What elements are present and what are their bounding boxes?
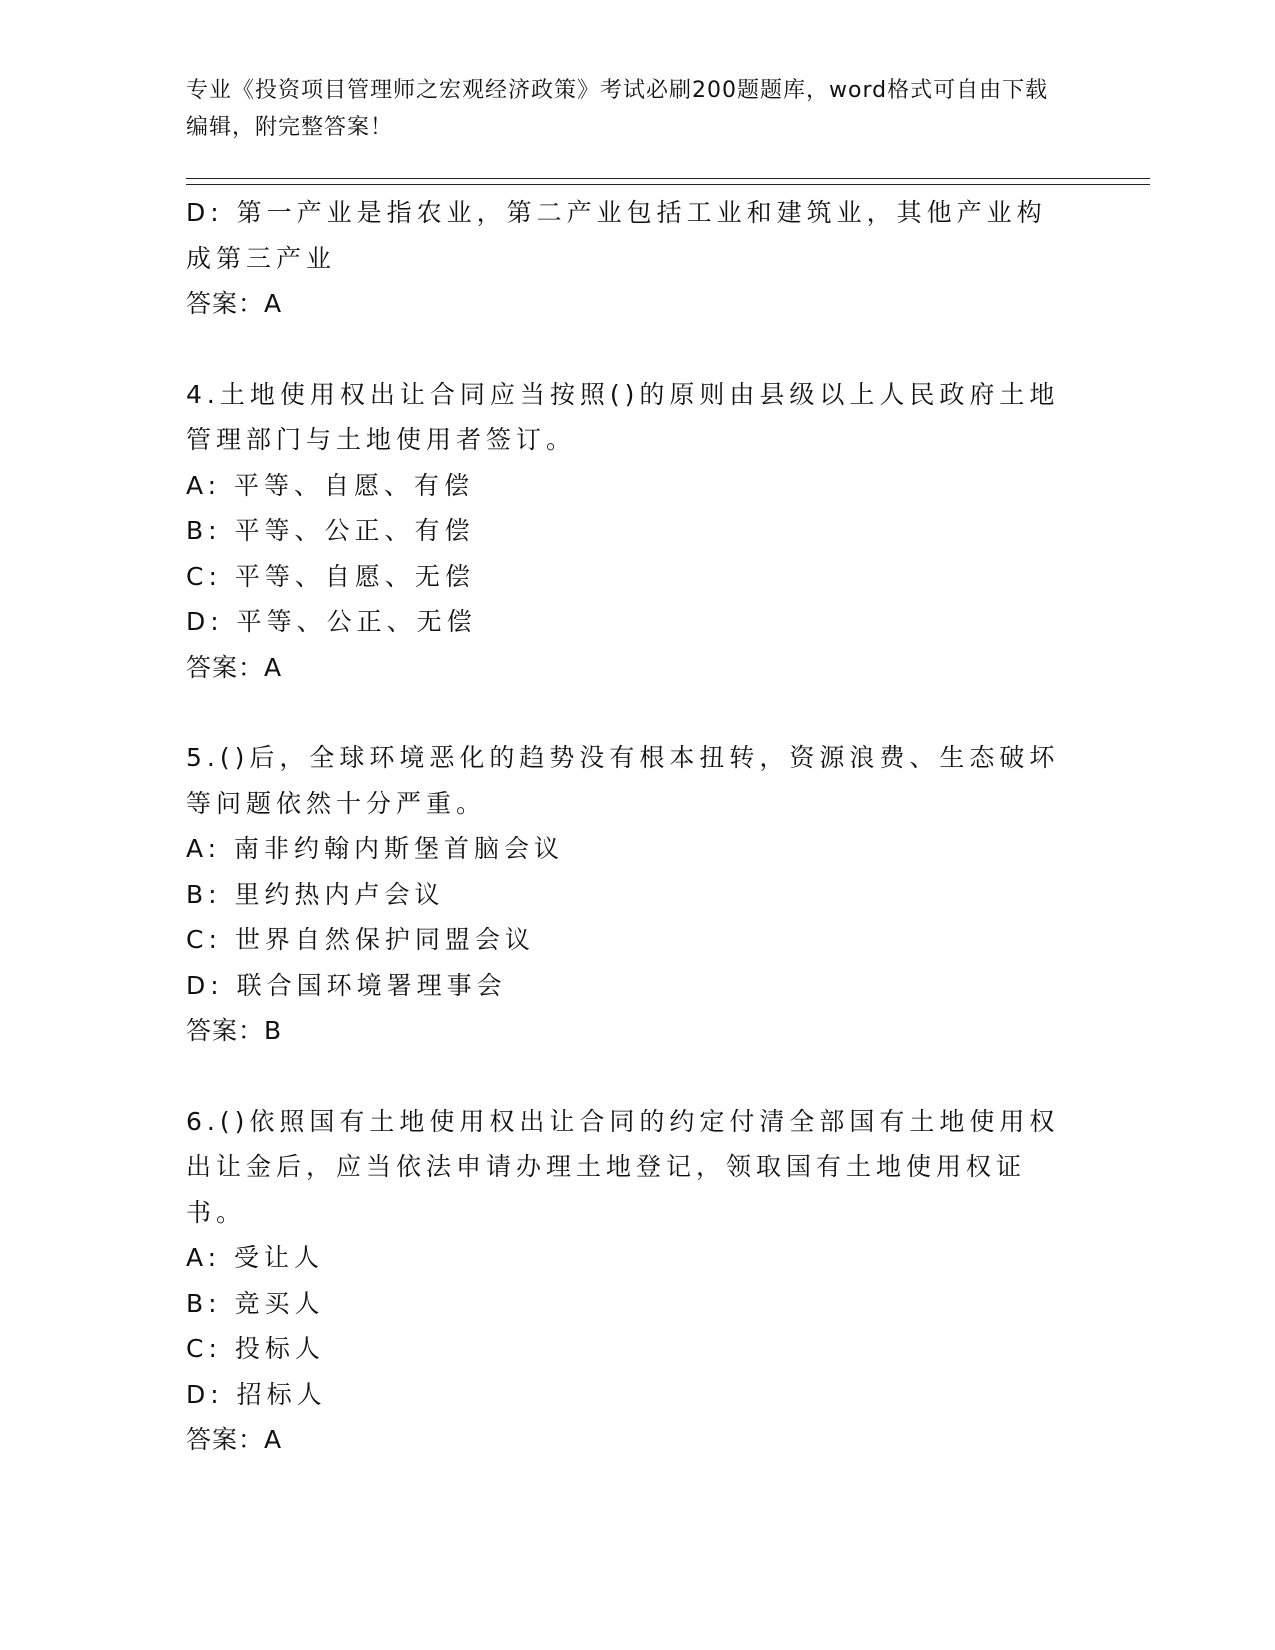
option-d: D: 联合国环境署理事会	[186, 970, 507, 1000]
answer: 答案：A	[186, 652, 283, 682]
option-c: C: 平等、自愿、无偿	[186, 561, 475, 591]
answer: 答案：A	[186, 1425, 283, 1454]
option-d: D: 平等、公正、无偿	[186, 607, 477, 636]
option-b: B: 里约热内卢会议	[186, 879, 445, 909]
option-b: B: 平等、公正、有偿	[186, 516, 475, 545]
answer: 答案：B	[186, 1016, 283, 1045]
option-d: D: 第一产业是指农业，第二产业包括工业和建筑业，其他产业构成第三产业	[186, 198, 1047, 273]
page-header: 专业《投资项目管理师之宏观经济政策》考试必刷200题题库，word格式可自由下载编辑，附完整答案！	[186, 78, 1049, 140]
question-stem: 6.()依照国有土地使用权出让合同的约定付清全部国有土地使用权出让金后，应当依法申请办理土地登记，领取国有土地使用权证书。	[186, 1106, 1060, 1227]
option-a: A: 受让人	[186, 1243, 325, 1272]
option-a: A: 平等、自愿、有偿	[186, 470, 475, 500]
question-4	[186, 372, 1066, 691]
question-5	[186, 735, 1066, 1054]
question-6	[186, 1099, 1066, 1463]
question-stem: 5.()后，全球环境恶化的趋势没有根本扭转，资源浪费、生态破坏等问题依然十分严重。	[186, 743, 1060, 818]
option-c: C: 世界自然保护同盟会议	[186, 925, 535, 954]
option-b: B: 竞买人	[186, 1288, 325, 1318]
document-content	[186, 190, 1066, 1463]
option-c: C: 投标人	[186, 1334, 325, 1363]
question-3-tail	[186, 190, 1066, 327]
option-a: A: 南非约翰内斯堡首脑会议	[186, 834, 565, 863]
answer: 答案：A	[186, 289, 283, 318]
header-divider	[186, 178, 1150, 185]
option-d: D: 招标人	[186, 1379, 327, 1409]
question-stem: 4.土地使用权出让合同应当按照()的原则由县级以上人民政府土地管理部门与土地使用者签订。	[186, 379, 1060, 454]
